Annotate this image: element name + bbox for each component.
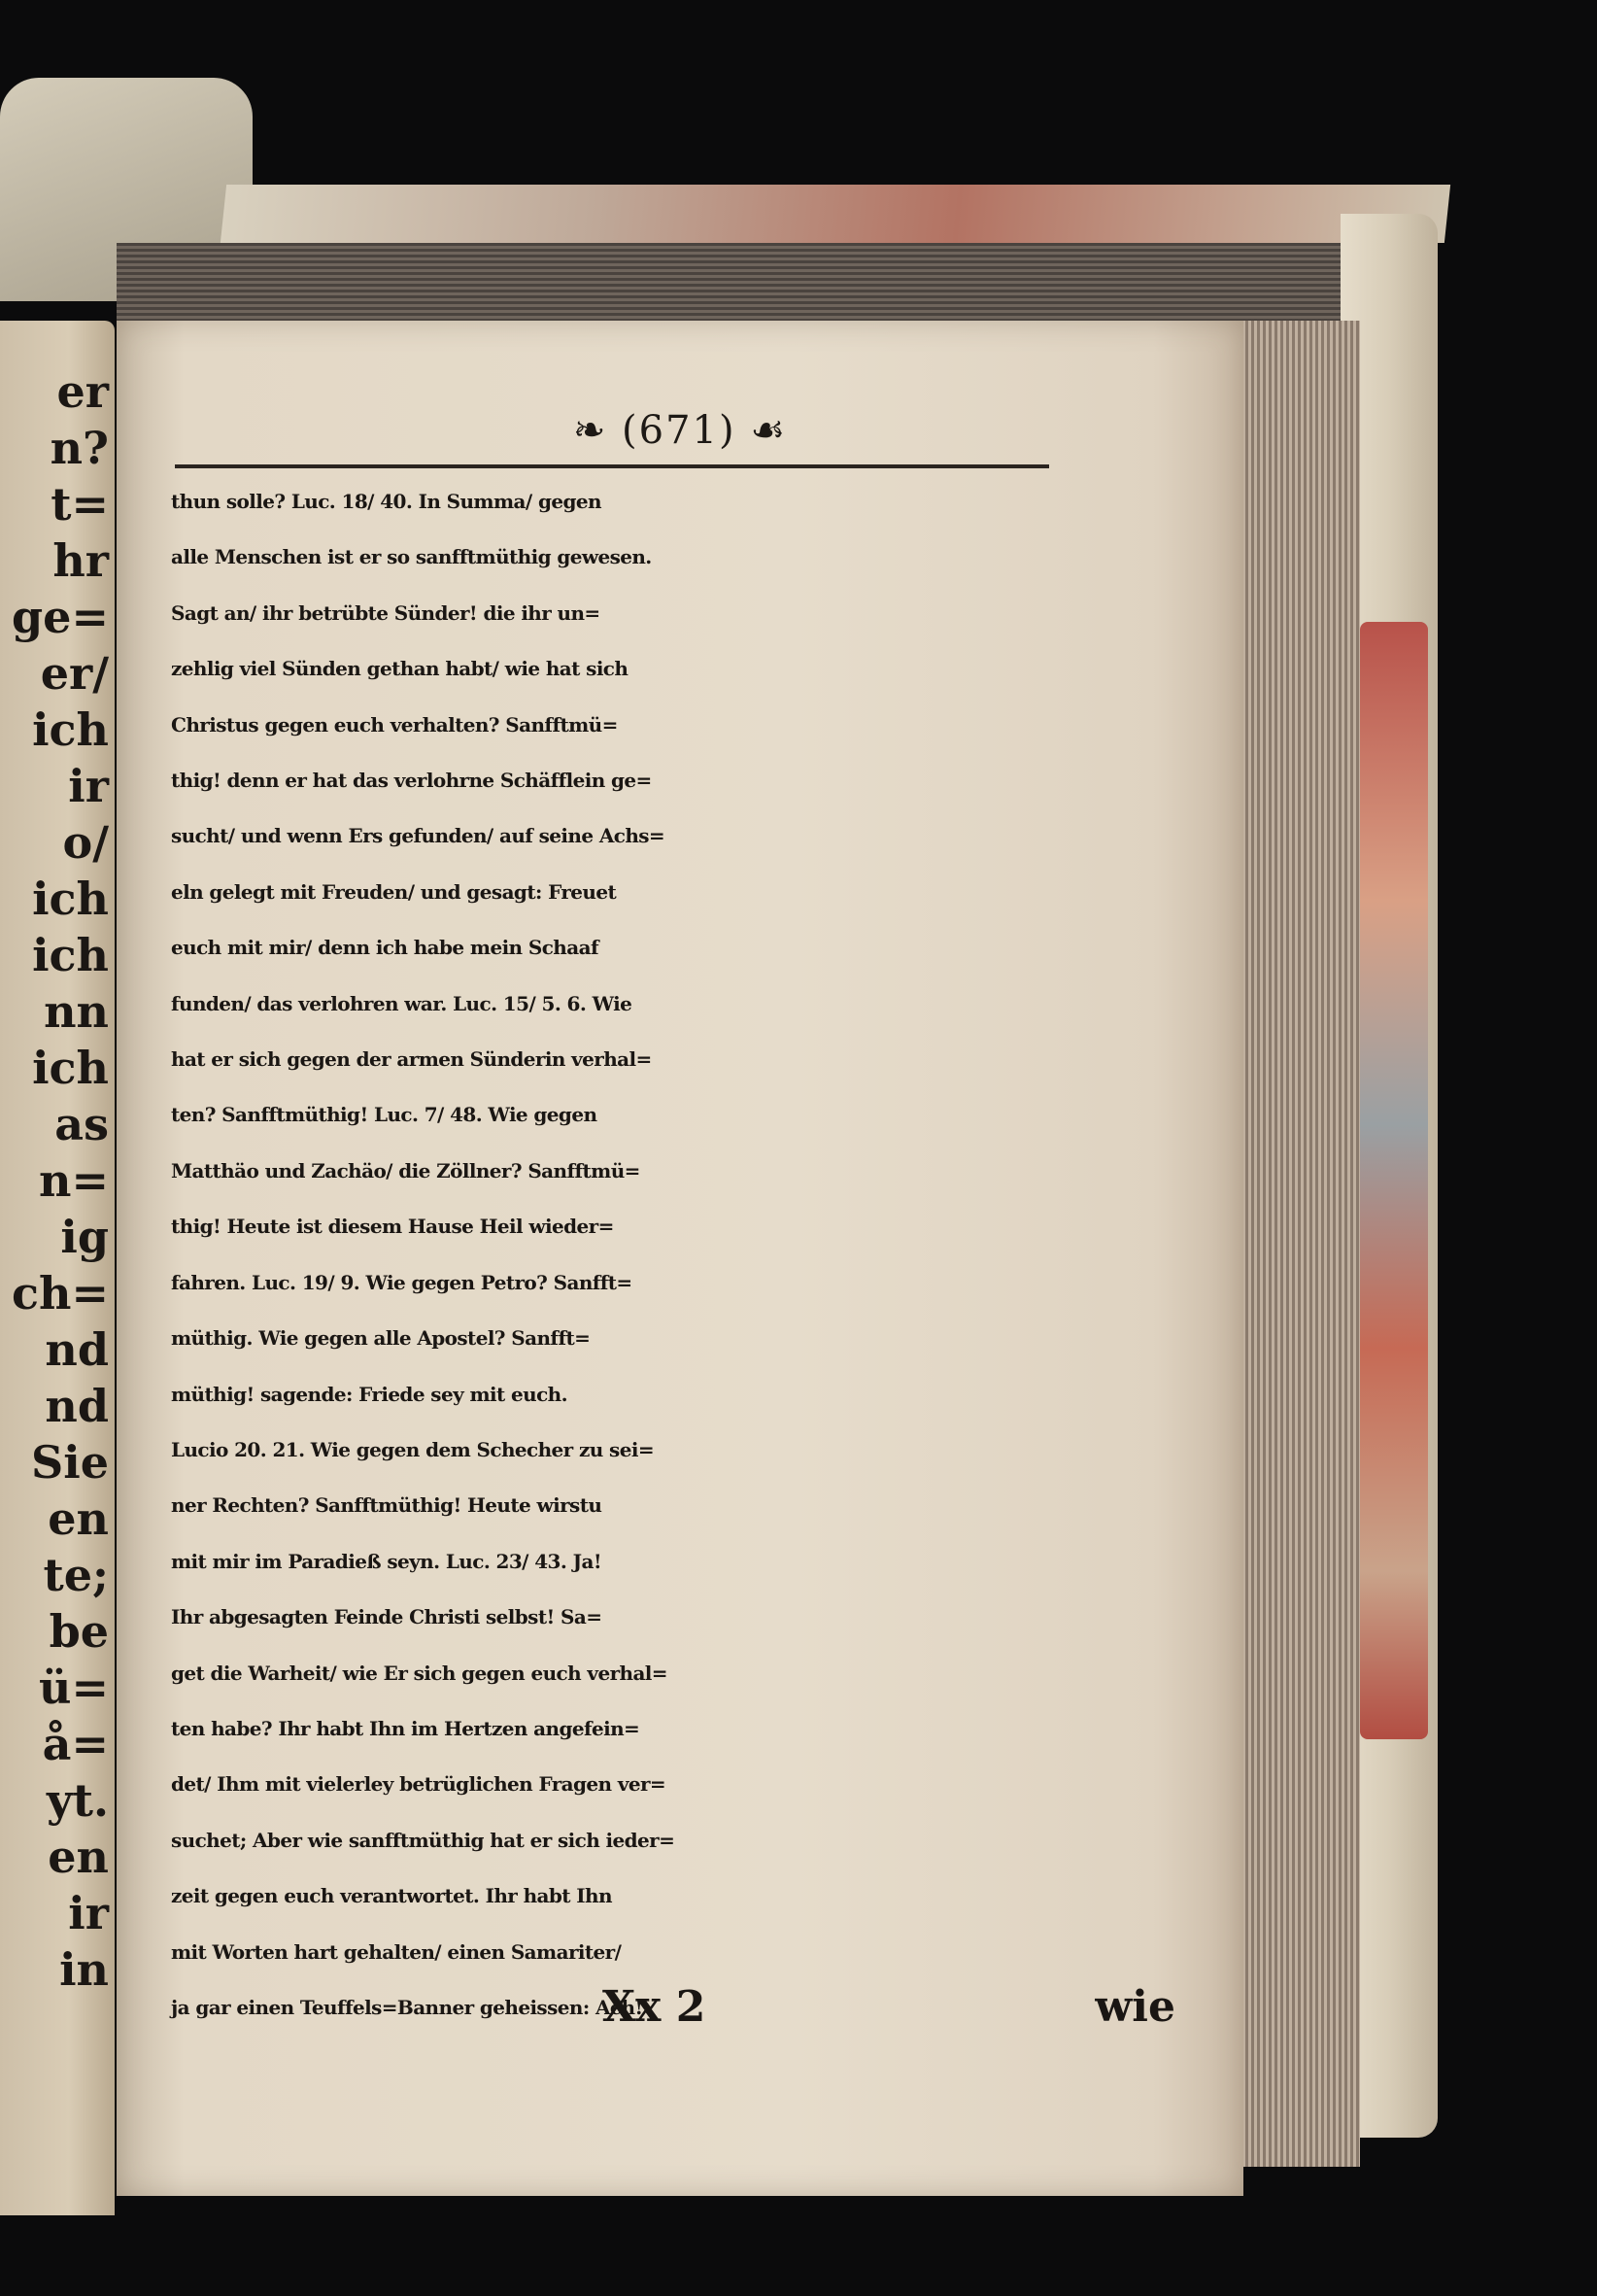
header-ornament-left: ❧ <box>572 408 623 453</box>
text-line: euch mit mir/ denn ich habe mein Schaaf <box>171 936 598 960</box>
text-line: Matthäo und Zachäo/ die Zöllner? Sanfftmü= <box>171 1158 640 1182</box>
left-page-fragment: er/ <box>40 647 109 700</box>
left-page-fragment: å= <box>42 1718 109 1770</box>
page-footer <box>117 1982 1243 2040</box>
left-page-fragment: te; <box>43 1549 109 1601</box>
left-page-fragment: o/ <box>62 816 109 869</box>
text-line: thun solle? Luc. 18/ 40. In Summa/ gegen <box>171 490 601 513</box>
left-page-fragment: ich <box>32 703 109 756</box>
page-header <box>117 408 1243 453</box>
text-line: mit Worten hart gehalten/ einen Samariter/ <box>171 1939 622 1964</box>
left-page-fragment: ir <box>68 1887 109 1939</box>
text-line: ja gar einen Teuffels=Banner geheissen: Ach! <box>171 1995 643 2019</box>
left-page-fragment: yt. <box>47 1774 109 1827</box>
text-line: Christus gegen euch verhalten? Sanfftmü= <box>171 712 618 737</box>
text-line: ten habe? Ihr habt Ihn im Hertzen angefein= <box>171 1716 640 1740</box>
text-line: Ihr abgesagten Feinde Christi selbst! Sa= <box>171 1605 602 1629</box>
left-page-fragment: er <box>56 365 109 418</box>
left-page-fragment: en <box>48 1492 109 1545</box>
text-line: suchet; Aber wie sanfftmüthig hat er sich ieder= <box>171 1828 675 1852</box>
text-line: müthig. Wie gegen alle Apostel? Sanfft= <box>171 1326 591 1351</box>
left-page-fragment: nd <box>45 1380 109 1432</box>
left-page <box>0 321 115 2215</box>
marbled-edge <box>1360 622 1428 1739</box>
left-page-fragment: nn <box>44 985 109 1038</box>
text-line: thig! Heute ist diesem Hause Heil wieder= <box>171 1215 614 1239</box>
text-line: funden/ das verlohren war. Luc. 15/ 5. 6. Wie <box>171 991 632 1015</box>
left-page-fragment: t= <box>51 478 109 531</box>
text-line: fahren. Luc. 19/ 9. Wie gegen Petro? Sanfft= <box>171 1270 632 1294</box>
left-page-fragment: in <box>59 1943 109 1996</box>
text-line: sucht/ und wenn Ers gefunden/ auf seine Achs= <box>171 824 665 848</box>
catchword: wie <box>1095 1982 1175 2032</box>
header-rule <box>175 464 1049 468</box>
left-page-fragment: ir <box>68 760 109 812</box>
left-page-fragment: n? <box>50 422 109 474</box>
text-line: hat er sich gegen der armen Sünderin verhal= <box>171 1047 652 1072</box>
left-page-fragment: ich <box>32 1042 109 1094</box>
left-page-fragment: ich <box>32 929 109 981</box>
text-line: ner Rechten? Sanfftmüthig! Heute wirstu <box>171 1493 602 1518</box>
right-page <box>117 321 1243 2196</box>
text-line: eln gelegt mit Freuden/ und gesagt: Freuet <box>171 879 617 904</box>
text-line: müthig! sagende: Friede sey mit euch. <box>171 1382 567 1406</box>
text-line: thig! denn er hat das verlohrne Schäfflein ge= <box>171 769 652 793</box>
left-page-fragment: hr <box>52 534 109 587</box>
left-page-fragment: Sie <box>31 1436 109 1489</box>
text-line: det/ Ihm mit vielerley betrüglichen Fragen ver= <box>171 1772 666 1797</box>
left-page-fragment: ch= <box>12 1267 109 1319</box>
text-line: zehlig viel Sünden gethan habt/ wie hat sich <box>171 657 629 681</box>
page-edges-top <box>117 243 1370 330</box>
text-line: get die Warheit/ wie Er sich gegen euch verhal= <box>171 1661 667 1685</box>
book-top-edge <box>221 185 1450 243</box>
page-edges-right <box>1234 321 1360 2167</box>
text-line: Lucio 20. 21. Wie gegen dem Schecher zu sei= <box>171 1437 654 1461</box>
signature-mark: Xx 2 <box>602 1982 706 2032</box>
left-page-fragment: ig <box>60 1211 109 1263</box>
page-number: (671) <box>622 408 736 453</box>
left-page-fragment: ü= <box>39 1662 109 1714</box>
left-page-fragment: nd <box>45 1323 109 1376</box>
left-page-fragment: be <box>49 1605 109 1658</box>
left-page-fragment: ich <box>32 873 109 925</box>
text-line: alle Menschen ist er so sanfftmüthig gewesen. <box>171 545 652 569</box>
text-line: zeit gegen euch verantwortet. Ihr habt Ihn <box>171 1884 612 1908</box>
text-line: mit mir im Paradieß seyn. Luc. 23/ 43. Ja! <box>171 1549 602 1573</box>
left-page-fragment: as <box>54 1098 109 1150</box>
body-text <box>171 474 1172 2036</box>
left-page-fragment: ge= <box>12 591 109 643</box>
left-page-fragment: en <box>48 1831 109 1883</box>
text-line: ten? Sanfftmüthig! Luc. 7/ 48. Wie gegen <box>171 1103 597 1127</box>
text-line: Sagt an/ ihr betrübte Sünder! die ihr un= <box>171 600 600 625</box>
header-ornament-right: ☙ <box>750 408 788 453</box>
left-page-fragment: n= <box>39 1154 109 1207</box>
